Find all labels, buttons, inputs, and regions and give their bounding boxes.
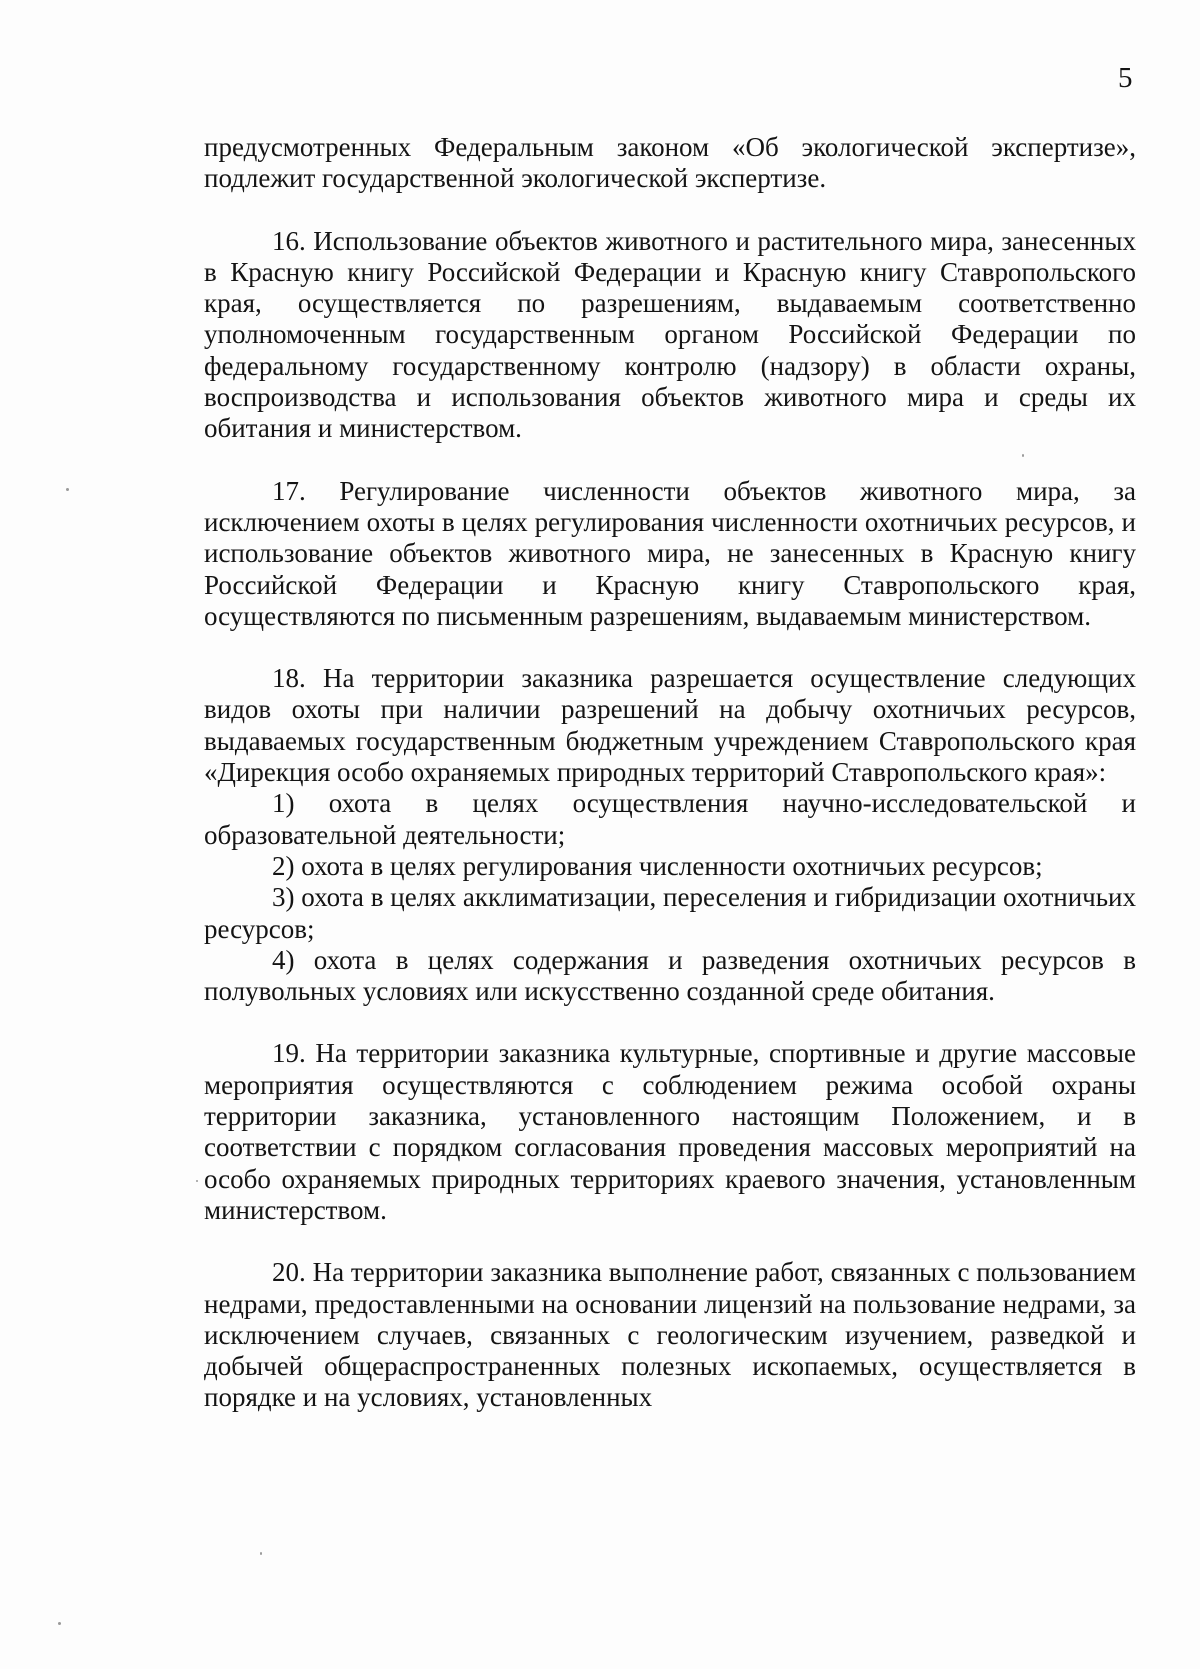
scan-speck xyxy=(260,1552,262,1555)
scan-speck xyxy=(1022,454,1024,457)
list-item-hunting-type-3: 3) охота в целях акклиматизации, переселения и гибридизации охотничьих ресурсов; xyxy=(204,882,1136,944)
paragraph-17: 17. Регулирование численности объектов животного мира, за исключением охоты в целях регулирования численности охотничьих ресурсов, и использование объектов животного мира, не занесенных в Красную книгу Российской Федерации и Красную книгу Ставропольского края, осуществляются по письменным разрешениям, выдаваемым министерством. xyxy=(204,475,1136,631)
paragraph-19: 19. На территории заказника культурные, спортивные и другие массовые мероприятия осуществляются с соблюдением режима особой охраны территории заказника, установленного настоящим Положением, и в соответствии с порядком согласования проведения массовых мероприятий на особо охраняемых природных территориях краевого значения, установленным министерством. xyxy=(204,1038,1136,1225)
document-body xyxy=(204,132,1136,1414)
page-number: 5 xyxy=(1118,62,1133,94)
paragraph-20: 20. На территории заказника выполнение работ, связанных с пользованием недрами, предоставленными на основании лицензий на пользование недрами, за исключением случаев, связанных с геологическим изучением, разведкой и добычей общераспространенных полезных ископаемых, осуществляется в порядке и на условиях, установленных xyxy=(204,1257,1136,1413)
list-item-hunting-type-1: 1) охота в целях осуществления научно-исследовательской и образовательной деятельности; xyxy=(204,788,1136,850)
paragraph-continuation: предусмотренных Федеральным законом «Об экологической экспертизе», подлежит государственной экологической экспертизе. xyxy=(204,132,1136,194)
scan-speck xyxy=(196,1180,198,1182)
scan-speck xyxy=(66,488,69,491)
scan-speck xyxy=(58,1622,61,1625)
list-item-hunting-type-2: 2) охота в целях регулирования численности охотничьих ресурсов; xyxy=(272,850,1043,881)
paragraph-18: 18. На территории заказника разрешается осуществление следующих видов охоты при наличии разрешений на добычу охотничьих ресурсов, выдаваемых государственным бюджетным учреждением Ставропольского края «Дирекция особо охраняемых природных территорий Ставропольского края»: xyxy=(204,663,1136,788)
paragraph-16: 16. Использование объектов животного и растительного мира, занесенных в Красную книгу Российской Федерации и Красную книгу Ставропольского края, осуществляется по разрешениям, выдаваемым соответственно уполномоченным государственным органом Российской Федерации по федеральному государственному контролю (надзору) в области охраны, воспроизводства и использования объектов животного мира и среды их обитания и министерством. xyxy=(204,225,1136,444)
list-item-hunting-type-4: 4) охота в целях содержания и разведения охотничьих ресурсов в полувольных условиях или искусственно созданной среде обитания. xyxy=(204,944,1136,1007)
